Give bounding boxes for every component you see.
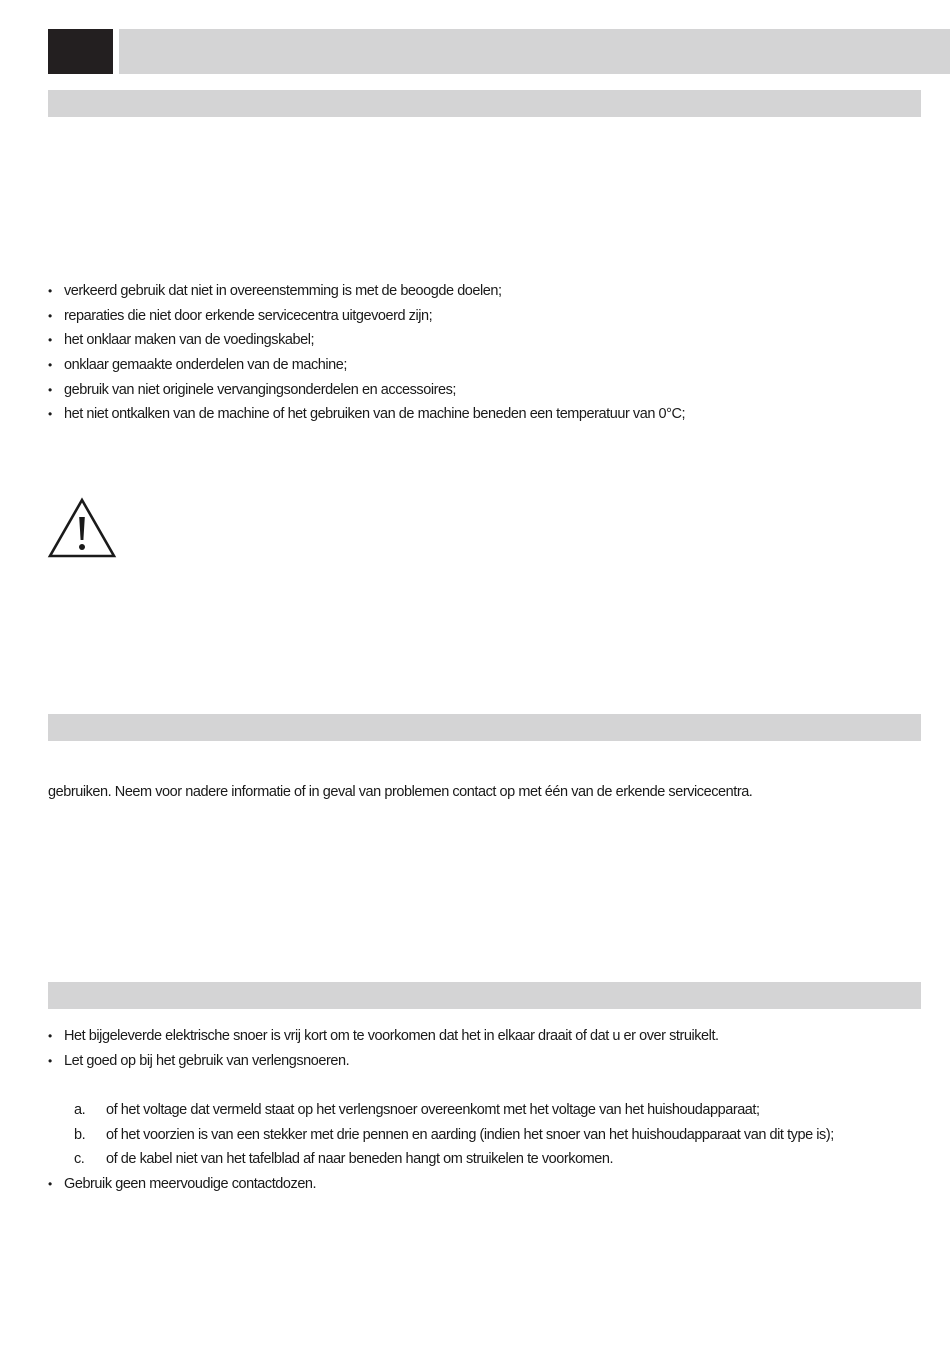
section-heading-bar-1 [48, 90, 921, 117]
list-item: • Gebruik geen meervoudige contactdozen. [48, 1172, 316, 1197]
sub-list-marker: c. [74, 1151, 85, 1168]
extension-cord-checklist [74, 1098, 834, 1172]
sub-list-marker: b. [74, 1126, 86, 1143]
warning-triangle-icon [47, 497, 117, 559]
list-item: • verkeerd gebruik dat niet in overeenstemming is met de beoogde doelen; [48, 279, 685, 304]
exclusions-list [48, 279, 685, 427]
sub-list-marker: a. [74, 1102, 86, 1118]
service-paragraph: gebruiken. Neem voor nadere informatie of in geval van problemen contact op met één van de erkende servicecentra. [48, 784, 753, 800]
sub-list-item [74, 1123, 834, 1148]
list-item: • onklaar gemaakte onderdelen van de machine; [48, 353, 685, 378]
list-item: • het niet ontkalken van de machine of het gebruiken van de machine beneden een temperatuur van 0°C; [48, 402, 685, 427]
list-item: • Het bijgeleverde elektrische snoer is vrij kort om te voorkomen dat het in elkaar draait of dat u er over struikelt. [48, 1024, 719, 1049]
list-item: • gebruik van niet originele vervangingsonderdelen en accessoires; [48, 378, 685, 403]
list-item: • reparaties die niet door erkende servicecentra uitgevoerd zijn; [48, 304, 685, 329]
sub-list-item [74, 1098, 834, 1123]
power-cord-list [48, 1024, 719, 1073]
power-cord-list-end [48, 1172, 316, 1197]
page-number-block [48, 29, 113, 74]
section-heading-bar-3 [48, 982, 921, 1009]
sub-list-text: of het voltage dat vermeld staat op het verlengsnoer overeenkomt met het voltage van het huishoudapparaat; [106, 1102, 760, 1118]
list-item: • Let goed op bij het gebruik van verlengsnoeren. [48, 1049, 719, 1074]
section-heading-bar-2 [48, 714, 921, 741]
list-item: • het onklaar maken van de voedingskabel; [48, 328, 685, 353]
chapter-header-bar [119, 29, 950, 74]
sub-list-text: of het voorzien is van een stekker met drie pennen en aarding (indien het snoer van het huishoudapparaat van dit type is); [106, 1126, 834, 1143]
sub-list-text: of de kabel niet van het tafelblad af naar beneden hangt om struikelen te voorkomen. [106, 1151, 614, 1168]
sub-list-item [74, 1147, 834, 1172]
